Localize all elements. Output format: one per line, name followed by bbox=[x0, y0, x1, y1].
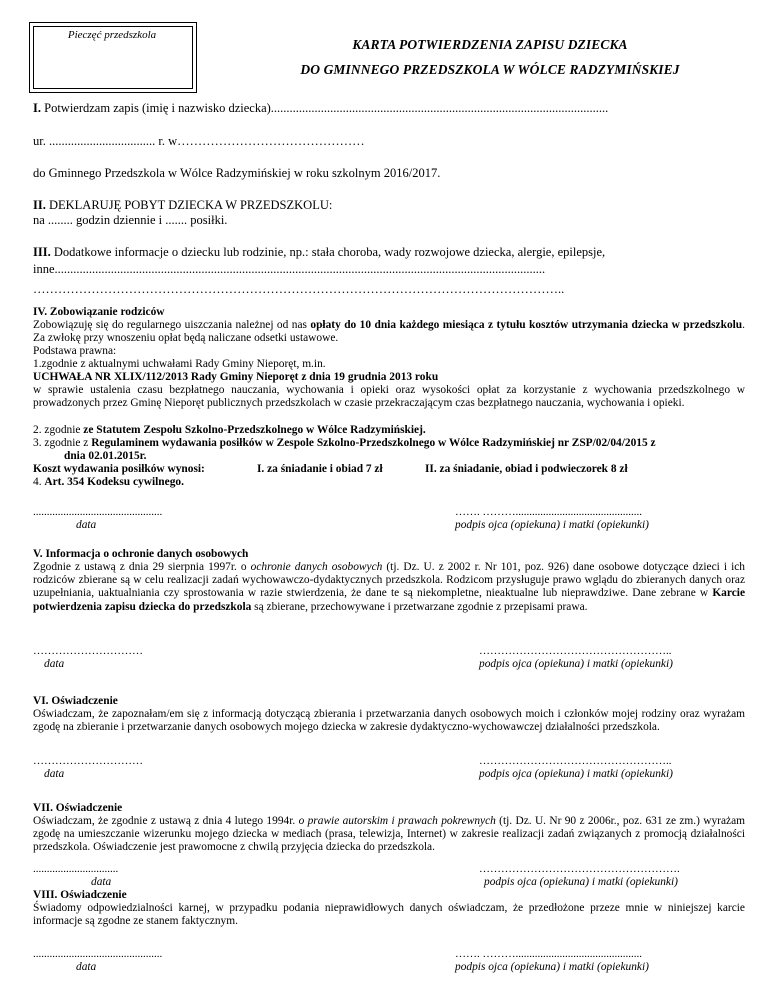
section-1-school: do Gminnego Przedszkola w Wólce Radzymińskiej w roku szkolnym 2016/2017. bbox=[33, 166, 441, 180]
section-4-item3-date: dnia 02.01.2015r. bbox=[64, 450, 147, 462]
signature-date-line: ............................................... bbox=[33, 948, 163, 960]
section-5-heading: V. Informacja o ochronie danych osobowych bbox=[33, 548, 249, 560]
signature-parent-label: podpis ojca (opiekuna) i matki (opiekunki) bbox=[484, 876, 678, 888]
section-5-text: Zgodnie z ustawą z dnia 29 sierpnia 1997r. o ochronie danych osobowych (tj. Dz. U. z 2002 r. Nr 101, poz. 926) dane osobowe dotyczące dzieci i ich rodziców zbierane są w celu realizacji zadań wychowawczo-dydaktycznych przedszkola. Rodzicom przysługuje prawo wglądu do zbieranych danych oraz uzupełniania, uaktualniania czy sprostowania w razie stwierdzenia, że dane te są niekompletne, nieaktualne lub nieprawdziwe. Dane zebrane w Karcie potwierdzenia zapisu dziecka do przedszkola są zbierane, przechowywane i przetwarzane zgodnie z przepisami prawa. bbox=[33, 561, 745, 613]
section-4-cost-1: I. za śniadanie i obiad 7 zł bbox=[257, 463, 383, 475]
section-6-text: Oświadczam, że zapoznałam/em się z informacją dotyczącą zbierania i przetwarzania danych osobowych moich i członków mojej rodziny oraz wyrażam zgodę na zbieranie i przetwarzanie danych osobowych mojego dziecka w zakresie dydaktyczno-wychowawczej działalności przedszkola. bbox=[33, 708, 745, 734]
section-4-heading: IV. Zobowiązanie rodziców bbox=[33, 306, 165, 318]
section-4-cost-2: II. za śniadanie, obiad i podwieczorek 8 zł bbox=[425, 463, 628, 475]
document-title-line1: KARTA POTWIERDZENIA ZAPISU DZIECKA bbox=[352, 37, 628, 52]
section-3-heading: III. Dodatkowe informacje o dziecku lub rodzinie, np.: stała choroba, wady rozwojowe dziecka, alergie, epilepsje, bbox=[33, 245, 606, 259]
section-1-child-name: I. Potwierdzam zapis (imię i nazwisko dziecka)............................................................................................................ bbox=[33, 101, 609, 115]
section-7-heading: VII. Oświadczenie bbox=[33, 802, 123, 814]
signature-parent-line: ………………………………………………. bbox=[479, 863, 680, 875]
section-4-obligation: Zobowiązuję się do regularnego uiszczania należnej od nas opłaty do 10 dnia każdego miesiąca z tytułu kosztów utrzymania dziecka w przedszkolu. Za zwłokę przy wnoszeniu opłat będą naliczane odsetki ustawowe. bbox=[33, 319, 745, 345]
signature-parent-label: podpis ojca (opiekuna) i matki (opiekunki) bbox=[455, 519, 649, 531]
signature-date-label: data bbox=[76, 519, 97, 531]
signature-parent-line: ……. ……….............................................. bbox=[455, 506, 642, 518]
signature-date-label: data bbox=[91, 876, 112, 888]
section-8-heading: VIII. Oświadczenie bbox=[33, 889, 127, 901]
signature-parent-label: podpis ojca (opiekuna) i matki (opiekunki) bbox=[455, 961, 649, 973]
section-3-other: inne............................................................................................................................................................. bbox=[33, 262, 546, 276]
signature-parent-line: …………………………………………….. bbox=[479, 755, 672, 767]
signature-date-line: ............................................... bbox=[33, 506, 163, 518]
signature-parent-label: podpis ojca (opiekuna) i matki (opiekunki) bbox=[479, 658, 673, 670]
signature-date-line: ………………………… bbox=[33, 755, 143, 767]
stamp-label: Pieczęć przedszkola bbox=[67, 29, 157, 41]
section-4-item4: 4. Art. 354 Kodeksu cywilnego. bbox=[33, 476, 184, 488]
section-7-text: Oświadczam, że zgodnie z ustawą z dnia 4 lutego 1994r. o prawie autorskim i prawach pokrewnych (tj. Dz. U. Nr 90 z 2006r., poz. 631 ze zm.) wyrażam zgodę na umieszczanie wizerunku mojego dziecka w mediach (prasa, telewizja, Internet) w zakresie realizacji zadań związanych z promocją działalności przedszkola. Oświadczenie jest prawomocne z chwilą przyjęcia dziecka do przedszkola. bbox=[33, 815, 745, 854]
section-4-item1: 1.zgodnie z aktualnymi uchwałami Rady Gminy Nieporęt, m.in. bbox=[33, 358, 326, 370]
signature-parent-line: …………………………………………….. bbox=[479, 645, 672, 657]
document-title-line2: DO GMINNEGO PRZEDSZKOLA W WÓLCE RADZYMIŃSKIEJ bbox=[300, 62, 680, 77]
section-2-heading: II. DEKLARUJĘ POBYT DZIECKA W PRZEDSZKOLU: bbox=[33, 198, 333, 212]
signature-date-label: data bbox=[76, 961, 97, 973]
signature-parent-label: podpis ojca (opiekuna) i matki (opiekunki) bbox=[479, 768, 673, 780]
section-4-resolution: UCHWAŁA NR XLIX/112/2013 Rady Gminy Nieporęt z dnia 19 grudnia 2013 roku bbox=[33, 371, 439, 383]
signature-date-label: data bbox=[44, 768, 65, 780]
section-6-heading: VI. Oświadczenie bbox=[33, 695, 118, 707]
signature-parent-line: ……. ……….............................................. bbox=[455, 948, 642, 960]
section-4-cost-label: Koszt wydawania posiłków wynosi: bbox=[33, 463, 205, 475]
section-1-birth: ur. .................................. r. w……………………………………… bbox=[33, 134, 365, 148]
signature-date-line: ………………………… bbox=[33, 645, 143, 657]
section-4-item3: 3. zgodnie z Regulaminem wydawania posiłków w Zespole Szkolno-Przedszkolnego w Wólce Radzymińskiej nr ZSP/02/04/2015 z bbox=[33, 437, 656, 449]
section-4-resolution-text: w sprawie ustalenia czasu bezpłatnego nauczania, wychowania i opieki oraz wysokości opłat za korzystanie z wychowania przedszkolnego w prowadzonych przez Gminę Nieporęt publicznych przedszkolach w czasie przekraczającym czas bezpłatnego nauczania, wychowania i opieki. bbox=[33, 384, 745, 410]
section-8-text: Świadomy odpowiedzialności karnej, w przypadku podania nieprawidłowych danych oświadczam, że przedłożone przeze mnie w niniejszej karcie informacje są zgodne ze stanem faktycznym. bbox=[33, 902, 745, 928]
signature-date-line: ............................... bbox=[33, 863, 119, 875]
signature-date-label: data bbox=[44, 658, 65, 670]
section-4-basis: Podstawa prawna: bbox=[33, 345, 117, 357]
section-2-hours: na ........ godzin dziennie i ....... posiłki. bbox=[33, 213, 228, 227]
section-4-item2: 2. zgodnie ze Statutem Zespołu Szkolno-Przedszkolnego w Wólce Radzymińskiej. bbox=[33, 424, 426, 436]
section-3-dots: ……………………………………………………………………………………………………………….. bbox=[33, 282, 565, 296]
